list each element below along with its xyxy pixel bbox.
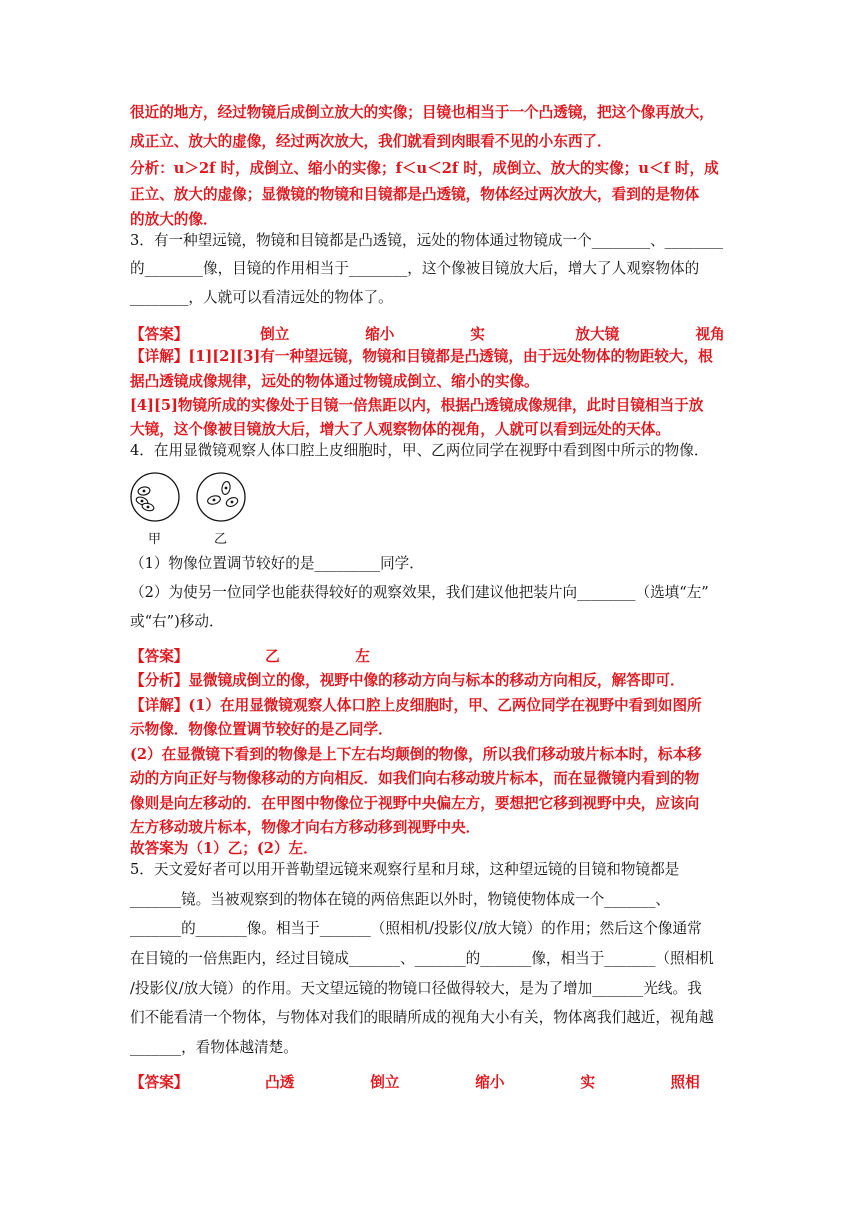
- question-5-line: 在目镜的一倍焦距内，经过目镜成_______、_______的_______像，相当于_______（照相机: [130, 950, 714, 967]
- detail-line: 像则是向左移动的．在甲图中物像位于视野中央偏左方，要想把它移到视野中央，应该向: [130, 795, 700, 812]
- detail-line: 动的方向正好与物像移动的方向相反．如我们向右移动玻片标本，而在显微镜内看到的物: [130, 770, 700, 787]
- detail-line: (2）在显微镜下看到的物像是上下左右均颠倒的物像，所以我们移动玻片标本时，标本移: [130, 746, 702, 763]
- text-line: 的放大的像．: [130, 211, 218, 228]
- answer-value: 缩小: [475, 1074, 505, 1091]
- answer-value: 实: [470, 326, 485, 343]
- answer-value: 左: [355, 648, 370, 665]
- answer-label: 【答案】: [130, 648, 189, 665]
- answer-value: 放大镜: [575, 326, 620, 343]
- answer-row-q4: [130, 646, 370, 668]
- detail-line: [4][5]物镜所成的实像处于目镜一倍焦距以内，根据凸透镜成像规律，此时目镜相当于放: [130, 397, 704, 414]
- answer-value: 倒立: [370, 1074, 400, 1091]
- question-5-line: _______，看物体越清楚。: [130, 1039, 298, 1056]
- answer-row-q5: [130, 1072, 700, 1094]
- question-5-line: _______镜。当被观察到的物体在镜的两倍焦距以外时，物镜使物体成一个_______、: [130, 891, 670, 908]
- text-line: 很近的地方，经过物镜后成倒立放大的实像；目镜也相当于一个凸透镜，把这个像再放大，: [130, 104, 714, 121]
- question-3-line: ________，人就可以看清远处的物体了。: [130, 289, 393, 306]
- detail-line: 示物像．物像位置调节较好的是乙同学．: [130, 721, 393, 738]
- answer-label: 【答案】: [130, 326, 189, 343]
- final-answer-line: 故答案为（1）乙；(2）左．: [130, 840, 318, 857]
- answer-value: 缩小: [365, 326, 395, 343]
- question-5-line: 5．天文爱好者可以用开普勒望远镜来观察行星和月球，这种望远镜的目镜和物镜都是: [130, 861, 680, 878]
- answer-value: 实: [580, 1074, 595, 1091]
- question-3-line: 的________像，目镜的作用相当于________，这个像被目镜放大后，增大了人观察物体的: [130, 260, 700, 277]
- answer-value: 视角: [695, 326, 725, 343]
- detail-line: 【详解】(1）在用显微镜观察人体口腔上皮细胞时，甲、乙两位同学在视野中看到如图所: [130, 697, 702, 714]
- answer-row-q3: [130, 324, 725, 346]
- detail-line: 大镜，这个像被目镜放大后，增大了人观察物体的视角，人就可以看到远处的天体。: [130, 421, 670, 438]
- question-5-line: 们不能看清一个物体，与物体对我们的眼睛所成的视角大小有关，物体离我们越近，视角越: [130, 1009, 714, 1026]
- answer-value: 照相: [670, 1074, 700, 1091]
- answer-value: 凸透: [265, 1074, 295, 1091]
- detail-line: 左方移动玻片标本，物像才向右方移动移到视野中央．: [130, 819, 481, 836]
- sub-question-line: 或“右”)移动．: [130, 613, 224, 630]
- sub-question-line: （2）为使另一位同学也能获得较好的观察效果，我们建议他把装片向________（选填“左”: [130, 584, 709, 601]
- detail-line: 【详解】[1][2][3]有一种望远镜，物镜和目镜都是凸透镜，由于远处物体的物距较大，根: [130, 348, 713, 365]
- analysis-line: 【分析】显微镜成倒立的像，视野中像的移动方向与标本的移动方向相反，解答即可．: [130, 672, 685, 689]
- question-3-line: 3．有一种望远镜，物镜和目镜都是凸透镜，远处的物体通过物镜成一个________、________: [130, 232, 724, 249]
- text-line: 成正立、放大的虚像，经过两次放大，我们就看到肉眼看不见的小东西了．: [130, 133, 612, 150]
- text-line: 分析：u＞2f 时，成倒立、缩小的实像；f＜u＜2f 时，成倒立、放大的实像；u＜f 时，成: [130, 160, 719, 177]
- figure-label-jia: 甲: [148, 532, 162, 547]
- answer-value: 乙: [265, 648, 280, 665]
- microscope-figure: [128, 470, 258, 546]
- answer-value: 倒立: [260, 326, 290, 343]
- question-5-line: /投影仪/放大镜）的作用。天文望远镜的物镜口径做得较大，是为了增加_______光线。我: [130, 980, 702, 997]
- text-line: 正立、放大的虚像；显微镜的物镜和目镜都是凸透镜，物体经过两次放大，看到的是物体: [130, 186, 700, 203]
- sub-question-line: （1）物像位置调节较好的是_________同学．: [130, 555, 424, 572]
- figure-label-yi: 乙: [214, 532, 228, 547]
- question-5-line: _______的_______像。相当于_______（照相机/投影仪/放大镜）的作用；然后这个像通常: [130, 920, 702, 937]
- answer-label: 【答案】: [130, 1074, 189, 1091]
- detail-line: 据凸透镜成像规律，远处的物体通过物镜成倒立、缩小的实像。: [130, 373, 539, 390]
- question-4-stem: 4．在用显微镜观察人体口腔上皮细胞时，甲、乙两位同学在视野中看到图中所示的物像．: [130, 442, 709, 459]
